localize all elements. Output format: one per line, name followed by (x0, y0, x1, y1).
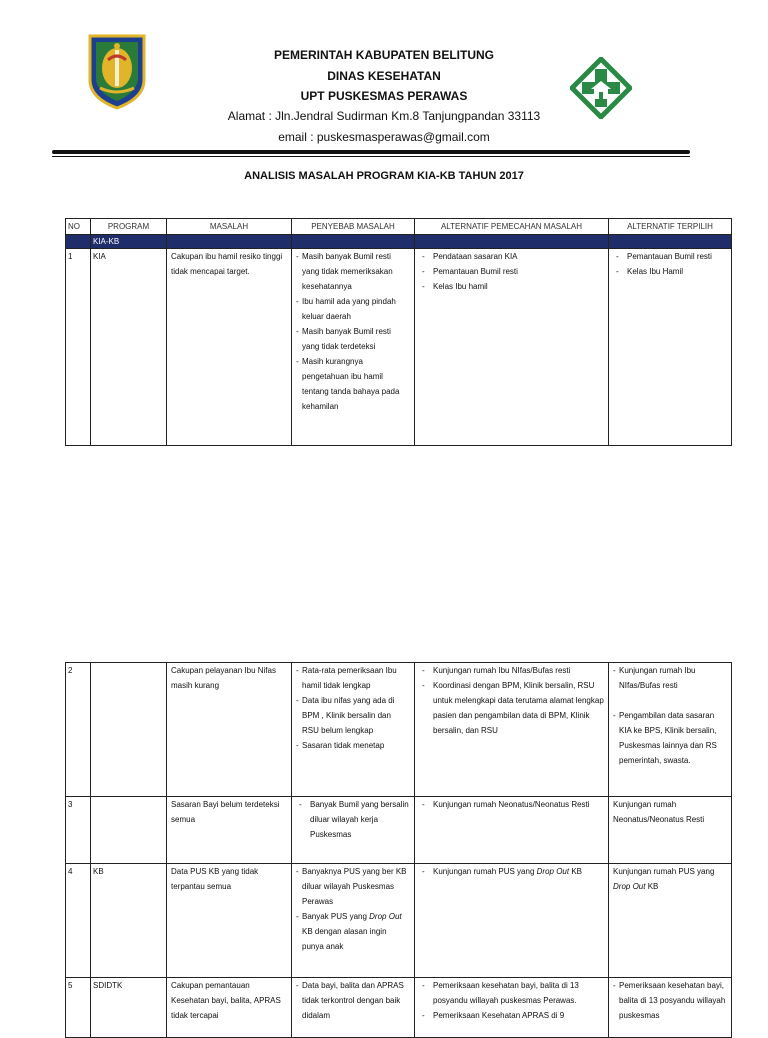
program-cell (91, 797, 167, 864)
pemecahan-cell (415, 864, 609, 978)
section-label: KIA-KB (91, 235, 167, 249)
analysis-table-page-1 (65, 218, 732, 446)
pemecahan-item: - Pemeriksaan Kesehatan APRAS di 9 (419, 1008, 604, 1023)
terpilih-cell: Kunjungan rumah PUS yang Drop Out KB (609, 864, 732, 978)
penyebab-cell (292, 864, 415, 978)
section-row-kia-kb (66, 235, 732, 249)
masalah-cell: Cakupan pelayanan Ibu Nifas masih kurang (167, 663, 292, 797)
table-row (66, 978, 732, 1038)
col-header-penyebab: PENYEBAB MASALAH (292, 219, 415, 235)
pemecahan-item: - Pendataan sasaran KIA (419, 249, 604, 264)
header-email: email : puskesmasperawas@gmail.com (278, 130, 490, 144)
pemecahan-item: - Kunjungan rumah Neonatus/Neonatus Resti (419, 797, 604, 812)
penyebab-cell (292, 978, 415, 1038)
pemecahan-item: - Pemantauan Bumil resti (419, 264, 604, 279)
col-header-masalah: MASALAH (167, 219, 292, 235)
terpilih-cell (609, 249, 732, 446)
col-header-program: PROGRAM (91, 219, 167, 235)
terpilih-item: - Pemeriksaan kesehatan bayi, balita di 13 posyandu willayah puskesmas (613, 978, 727, 1023)
pemecahan-item: - Pemeriksaan kesehatan bayi, balita di 13 posyandu willayah puskesmas Perawas. (419, 978, 604, 1008)
col-header-terpilih: ALTERNATIF TERPILIH (609, 219, 732, 235)
masalah-cell: Cakupan pemantauan Kesehatan bayi, balita, APRAS tidak tercapai (167, 978, 292, 1038)
penyebab-item: - Masih banyak Bumil resti yang tidak terdeteksi (296, 324, 410, 354)
table-row (66, 864, 732, 978)
pemecahan-item: - Kunjungan rumah Ibu NIfas/Bufas resti (419, 663, 604, 678)
terpilih-cell (609, 663, 732, 797)
penyebab-cell (292, 663, 415, 797)
penyebab-item: - Data bayi, balita dan APRAS tidak terkontrol dengan baik didalam (296, 978, 410, 1023)
penyebab-item: - Masih banyak Bumil resti yang tidak memeriksakan kesehatannya (296, 249, 410, 294)
col-header-pemecahan: ALTERNATIF PEMECAHAN MASALAH (415, 219, 609, 235)
program-cell (91, 663, 167, 797)
pemecahan-cell (415, 663, 609, 797)
terpilih-item: - Pemantauan Bumil resti (613, 249, 727, 264)
penyebab-item: - Sasaran tidak menetap (296, 738, 410, 753)
terpilih-item: - Pengambilan data sasaran KIA ke BPS, Klinik bersalin, Puskesmas lainnya dan RS pemerintah, swasta. (613, 708, 727, 768)
analysis-table-page-2 (65, 662, 732, 1038)
penyebab-item: - Masih kurangnya pengetahuan ibu hamil tentang tanda bahaya pada kehamilan (296, 354, 410, 414)
letterhead-rule-thick (52, 150, 690, 154)
penyebab-item: - Rata-rata pemeriksaan Ibu hamil tidak lengkap (296, 663, 410, 693)
pemecahan-cell (415, 249, 609, 446)
penyebab-item: - Banyak PUS yang Drop Out KB dengan alasan ingin punya anak (296, 909, 410, 954)
program-cell: KB (91, 864, 167, 978)
row-number: 3 (66, 797, 91, 864)
header-government-name: PEMERINTAH KABUPATEN BELITUNG (274, 48, 494, 62)
penyebab-item: - Banyak Bumil yang bersalin diluar wilayah kerja Puskesmas (296, 797, 410, 842)
document-title: ANALISIS MASALAH PROGRAM KIA-KB TAHUN 2017 (244, 170, 524, 182)
terpilih-item: - Kunjungan rumah Ibu NIfas/Bufas resti (613, 663, 727, 693)
program-cell: SDIDTK (91, 978, 167, 1038)
terpilih-cell: Kunjungan rumah Neonatus/Neonatus Resti (609, 797, 732, 864)
table-header-row (66, 219, 732, 235)
pemecahan-item: - Kunjungan rumah PUS yang Drop Out KB (419, 864, 604, 879)
header-department-name: DINAS KESEHATAN (327, 69, 441, 83)
masalah-cell: Sasaran Bayi belum terdeteksi semua (167, 797, 292, 864)
penyebab-item: - Data ibu nifas yang ada di BPM , Klinik bersalin dan RSU belum lengkap (296, 693, 410, 738)
table-row (66, 249, 732, 446)
table-row (66, 663, 732, 797)
penyebab-cell (292, 797, 415, 864)
penyebab-item: - Ibu hamil ada yang pindah keluar daerah (296, 294, 410, 324)
letterhead-rule-thin (52, 156, 690, 157)
masalah-cell: Cakupan ibu hamil resiko tinggi tidak mencapai target. (167, 249, 292, 446)
col-header-no: NO (66, 219, 91, 235)
pemecahan-cell (415, 797, 609, 864)
header-puskesmas-name: UPT PUSKESMAS PERAWAS (300, 89, 468, 103)
row-number: 1 (66, 249, 91, 446)
terpilih-cell (609, 978, 732, 1038)
penyebab-item: - Banyaknya PUS yang ber KB diluar wilayah Puskesmas Perawas (296, 864, 410, 909)
header-address: Alamat : Jln.Jendral Sudirman Km.8 Tanjungpandan 33113 (227, 109, 541, 123)
row-number: 5 (66, 978, 91, 1038)
row-number: 2 (66, 663, 91, 797)
table-row (66, 797, 732, 864)
terpilih-item: - Kelas Ibu Hamil (613, 264, 727, 279)
masalah-cell: Data PUS KB yang tidak terpantau semua (167, 864, 292, 978)
pemecahan-item: - Kelas Ibu hamil (419, 279, 604, 294)
program-cell: KIA (91, 249, 167, 446)
pemecahan-item: - Koordinasi dengan BPM, Klinik bersalin, RSU untuk melengkapi data terutama alamat lengkap pasien dan pengambilan data di BPM, Klinik bersalin, dan RSU (419, 678, 604, 738)
pemecahan-cell (415, 978, 609, 1038)
penyebab-cell (292, 249, 415, 446)
row-number: 4 (66, 864, 91, 978)
